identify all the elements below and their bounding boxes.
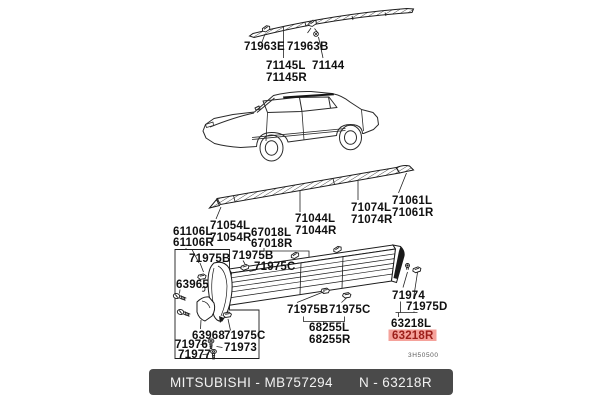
part-label-71973[interactable]: 71973: [224, 342, 257, 354]
clip-icon: [333, 246, 342, 253]
car-illustration: [203, 91, 379, 161]
part-label-71975c-mid[interactable]: 71975C: [254, 261, 296, 273]
part-label-61106l[interactable]: 61106L: [173, 226, 213, 238]
screw-icon: [211, 349, 217, 359]
part-label-71074r[interactable]: 71074R: [351, 214, 393, 226]
part-label-71061r[interactable]: 71061R: [392, 207, 434, 219]
mirror: [255, 106, 260, 110]
part-label-71975c-bottom[interactable]: 71975C: [329, 304, 371, 316]
screw-icon: [177, 309, 191, 316]
drawing-code: 3H50500: [408, 352, 439, 359]
part-label-71145l[interactable]: 71145L: [266, 60, 306, 72]
part-label-67018r[interactable]: 67018R: [251, 238, 293, 250]
footer-brand-part: MITSUBISHI - MB757294: [170, 374, 333, 390]
part-label-63218l[interactable]: 63218L: [391, 318, 432, 330]
part-label-71145r[interactable]: 71145R: [266, 72, 307, 84]
part-label-71975c-box[interactable]: 71975C: [224, 330, 266, 342]
part-label-71044r[interactable]: 71044R: [295, 225, 337, 237]
part-label-71144[interactable]: 71144: [312, 60, 345, 72]
pin-icon: [406, 264, 410, 270]
roof-molding-strip: [250, 9, 414, 38]
part-label-71061l[interactable]: 71061L: [392, 195, 433, 207]
part-label-71074l[interactable]: 71074L: [351, 202, 392, 214]
part-label-61106r[interactable]: 61106R: [173, 237, 214, 249]
part-label-71974[interactable]: 71974: [392, 290, 425, 302]
part-label-71963b[interactable]: 71963B: [287, 41, 329, 53]
part-label-71975b-bottom[interactable]: 71975B: [287, 304, 329, 316]
part-label-71975d[interactable]: 71975D: [406, 301, 448, 313]
part-label-67018l[interactable]: 67018L: [251, 227, 292, 239]
part-label-68255r[interactable]: 68255R: [309, 334, 351, 346]
clip-icon: [308, 20, 317, 27]
part-label-71054l[interactable]: 71054L: [210, 220, 251, 232]
part-label-71977[interactable]: 71977: [178, 349, 211, 361]
footer-part-bar: [149, 369, 453, 395]
part-label-63218r-highlighted[interactable]: 63218R: [392, 330, 434, 342]
front-wheel: [260, 135, 283, 161]
part-label-71975b-mid[interactable]: 71975B: [232, 250, 274, 262]
part-label-68255l[interactable]: 68255L: [309, 322, 350, 334]
part-label-63968[interactable]: 63968: [192, 330, 225, 342]
part-label-71976[interactable]: 71976: [175, 339, 208, 351]
part-label-71975b-left[interactable]: 71975B: [189, 253, 231, 265]
clip-icon: [291, 252, 300, 259]
part-label-71963e[interactable]: 71963E: [244, 41, 285, 53]
part-label-71044l[interactable]: 71044L: [295, 213, 336, 225]
footer-reference: N - 63218R: [358, 374, 432, 390]
part-label-63965[interactable]: 63965: [176, 279, 209, 291]
part-label-71054r[interactable]: 71054R: [210, 232, 252, 244]
clip-icon: [413, 266, 421, 273]
